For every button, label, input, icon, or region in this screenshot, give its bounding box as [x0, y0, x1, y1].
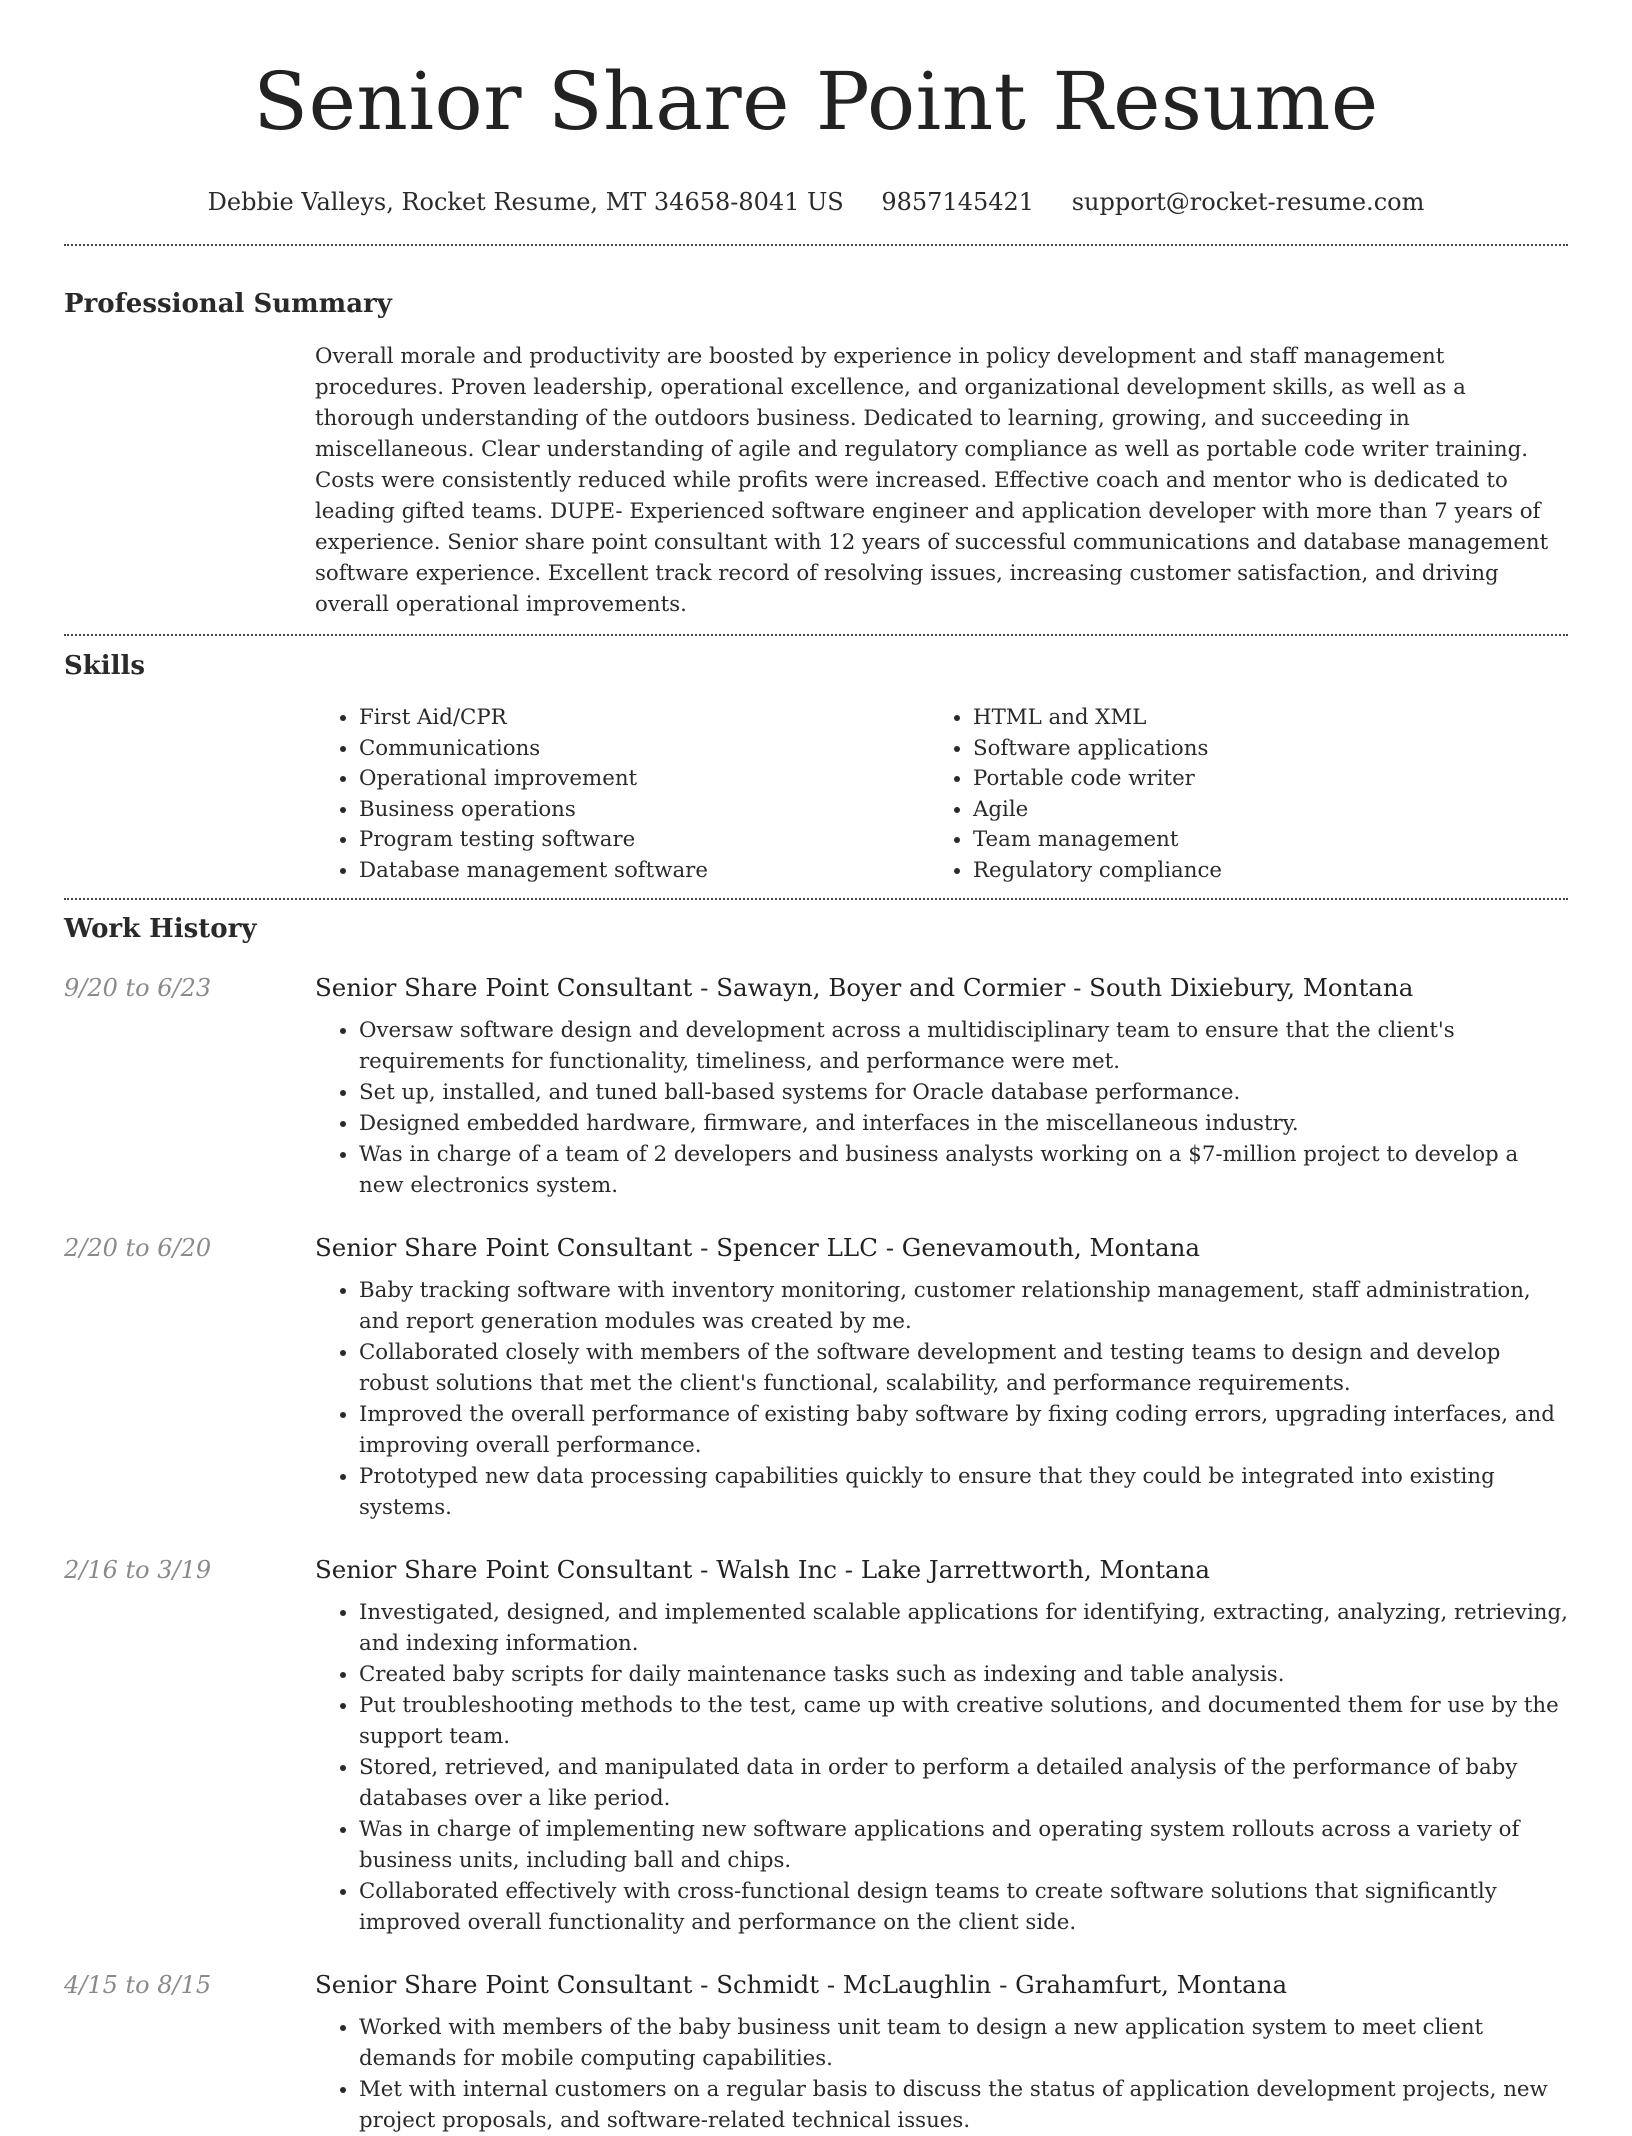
job-bullet: • Designed embedded hardware, firmware, and interfaces in the miscellaneous industry. [359, 1108, 1568, 1139]
skill-item: • Operational improvement [359, 764, 929, 795]
work-history-heading: Work History [64, 914, 257, 944]
job-bullet: • Created baby scripts for daily maintenance tasks such as indexing and table analysis. [359, 1659, 1568, 1690]
divider [64, 244, 1568, 246]
job-dates: 4/15 to 8/15 [64, 1971, 212, 1999]
job-dates: 2/16 to 3/19 [64, 1556, 212, 1584]
job-bullet: • Collaborated closely with members of the software development and testing teams to design and develop robust solutions that met the client's functional, scalability, and performance requirements. [359, 1337, 1568, 1399]
contact-address: Debbie Valleys, Rocket Resume, MT 34658-8041 US [207, 188, 844, 216]
job-title: Senior Share Point Consultant - Walsh Inc - Lake Jarrettworth, Montana [315, 1555, 1211, 1584]
contact-phone: 9857145421 [881, 188, 1035, 216]
contact-line [64, 186, 1568, 218]
job-bullet: • Collaborated effectively with cross-functional design teams to create software solutions that significantly improved overall functionality and performance on the client side. [359, 1876, 1568, 1938]
job-dates: 9/20 to 6/23 [64, 974, 212, 1002]
job-entry [64, 1229, 1568, 1523]
job-bullets [315, 1597, 1568, 1938]
skill-item: • Software applications [973, 734, 1543, 765]
job-entry [64, 1966, 1568, 2136]
job-entry [64, 969, 1568, 1201]
skill-item: • Business operations [359, 795, 929, 826]
skill-item: • Database management software [359, 856, 929, 887]
job-bullet: • Prototyped new data processing capabilities quickly to ensure that they could be integrated into existing systems. [359, 1461, 1568, 1523]
skill-item: • Communications [359, 734, 929, 765]
job-title: Senior Share Point Consultant - Sawayn, Boyer and Cormier - South Dixiebury, Montana [315, 973, 1414, 1002]
job-title: Senior Share Point Consultant - Schmidt - McLaughlin - Grahamfurt, Montana [315, 1970, 1288, 1999]
job-bullet: • Baby tracking software with inventory monitoring, customer relationship management, staff administration, and report generation modules was created by me. [359, 1275, 1568, 1337]
skill-item: • First Aid/CPR [359, 703, 929, 734]
skills-heading: Skills [64, 651, 146, 681]
page-title: Senior Share Point Resume [253, 55, 1379, 148]
job-bullet: • Set up, installed, and tuned ball-based systems for Oracle database performance. [359, 1077, 1568, 1108]
resume-page [64, 0, 1568, 2136]
job-title: Senior Share Point Consultant - Spencer LLC - Genevamouth, Montana [315, 1233, 1201, 1262]
job-bullet: • Met with internal customers on a regular basis to discuss the status of application development projects, new project proposals, and software-related technical issues. [359, 2074, 1568, 2136]
job-header [64, 1966, 1568, 2004]
job-bullet: • Investigated, designed, and implemented scalable applications for identifying, extracting, analyzing, retrieving, and indexing information. [359, 1597, 1568, 1659]
divider [64, 898, 1568, 900]
job-bullets [315, 1015, 1568, 1201]
job-dates: 2/20 to 6/20 [64, 1234, 212, 1262]
skill-item: • Team management [973, 825, 1543, 856]
skill-item: • Portable code writer [973, 764, 1543, 795]
skills-column-right [929, 703, 1543, 886]
summary-text: Overall morale and productivity are boosted by experience in policy development and staff management procedures. Proven leadership, operational excellence, and organizational development skills, as well as a thorough understanding of the outdoors business. Dedicated to learning, growing, and succeeding in miscellaneous. Clear understanding of agile and regulatory compliance as well as portable code writer training. Costs were consistently reduced while profits were increased. Effective coach and mentor who is dedicated to leading gifted teams. DUPE- Experienced software engineer and application developer with more than 7 years of experience. Senior share point consultant with 12 years of successful communications and database management software experience. Excellent track record of resolving issues, increasing customer satisfaction, and driving overall operational improvements. [315, 344, 1549, 617]
job-header [64, 1551, 1568, 1589]
job-bullet: • Oversaw software design and development across a multidisciplinary team to ensure that the client's requirements for functionality, timeliness, and performance were met. [359, 1015, 1568, 1077]
job-bullet: • Put troubleshooting methods to the test, came up with creative solutions, and documented them for use by the support team. [359, 1690, 1568, 1752]
skill-item: • Agile [973, 795, 1543, 826]
job-header [64, 1229, 1568, 1267]
skills-list [315, 703, 1568, 898]
divider [64, 634, 1568, 636]
summary-heading: Professional Summary [64, 289, 392, 319]
job-header [64, 969, 1568, 1007]
skills-column-left [315, 703, 929, 886]
job-bullet: • Stored, retrieved, and manipulated data in order to perform a detailed analysis of the performance of baby databases over a like period. [359, 1752, 1568, 1814]
skill-item: • Program testing software [359, 825, 929, 856]
job-bullets [315, 2012, 1568, 2136]
contact-email: support@rocket-resume.com [1071, 188, 1425, 216]
job-bullet: • Was in charge of implementing new software applications and operating system rollouts across a variety of business units, including ball and chips. [359, 1814, 1568, 1876]
job-bullet: • Worked with members of the baby business unit team to design a new application system to meet client demands for mobile computing capabilities. [359, 2012, 1568, 2074]
skill-item: • HTML and XML [973, 703, 1543, 734]
skill-item: • Regulatory compliance [973, 856, 1543, 887]
job-entry [64, 1551, 1568, 1938]
job-bullets [315, 1275, 1568, 1523]
job-bullet: • Was in charge of a team of 2 developers and business analysts working on a $7-million project to develop a new electronics system. [359, 1139, 1568, 1201]
job-bullet: • Improved the overall performance of existing baby software by fixing coding errors, upgrading interfaces, and improving overall performance. [359, 1399, 1568, 1461]
